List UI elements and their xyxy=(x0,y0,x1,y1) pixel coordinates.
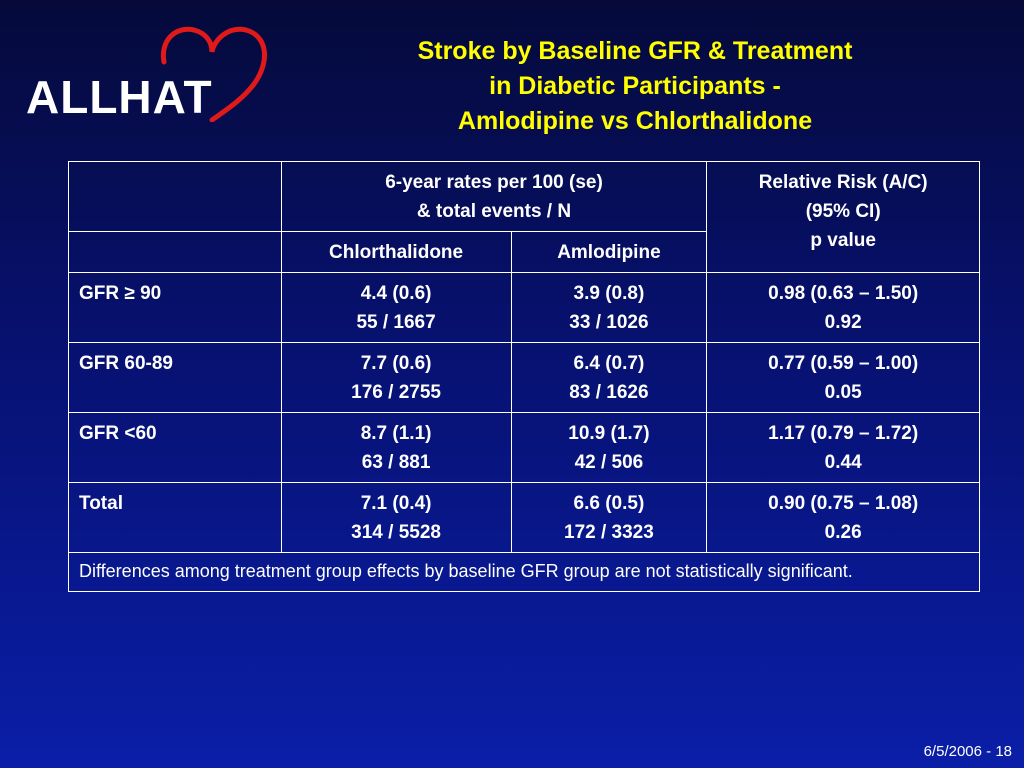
chlorthalidone-events: 55 / 1667 xyxy=(356,312,436,333)
row-label: GFR 60-89 xyxy=(69,343,282,413)
relative-risk-ci: 0.98 (0.63 – 1.50) xyxy=(768,283,919,304)
table-footnote: Differences among treatment group effects by baseline GFR group are not statistically significant. xyxy=(69,553,980,592)
p-value: 0.92 xyxy=(824,312,862,333)
amlodipine-rate: 6.6 (0.5) xyxy=(573,493,645,514)
table-row xyxy=(69,343,980,413)
chlorthalidone-events: 314 / 5528 xyxy=(351,522,441,543)
p-value: 0.26 xyxy=(824,522,862,543)
subheader-empty-cell xyxy=(69,232,282,273)
amlodipine-cell xyxy=(511,343,707,413)
chlorthalidone-cell xyxy=(281,273,511,343)
table-header-row xyxy=(69,162,980,232)
table-note-row xyxy=(69,553,980,592)
amlodipine-events: 33 / 1026 xyxy=(569,312,649,333)
amlodipine-events: 42 / 506 xyxy=(574,452,644,473)
header-rates-cell xyxy=(281,162,707,232)
p-value: 0.44 xyxy=(824,452,862,473)
amlodipine-rate: 3.9 (0.8) xyxy=(573,283,645,304)
amlodipine-events: 172 / 3323 xyxy=(564,522,654,543)
chlorthalidone-rate: 4.4 (0.6) xyxy=(360,283,432,304)
amlodipine-cell xyxy=(511,483,707,553)
relative-risk-cell xyxy=(707,413,980,483)
row-label: GFR <60 xyxy=(69,413,282,483)
relative-risk-ci: 0.77 (0.59 – 1.00) xyxy=(768,353,919,374)
amlodipine-events: 83 / 1626 xyxy=(569,382,649,403)
header-rates-line-1: 6-year rates per 100 (se) xyxy=(385,172,603,193)
chlorthalidone-cell xyxy=(281,483,511,553)
header-relative-risk-cell xyxy=(707,162,980,273)
relative-risk-ci: 0.90 (0.75 – 1.08) xyxy=(768,493,919,514)
header-empty-cell xyxy=(69,162,282,232)
stroke-results-table xyxy=(68,161,980,592)
relative-risk-cell xyxy=(707,273,980,343)
chlorthalidone-events: 176 / 2755 xyxy=(351,382,441,403)
chlorthalidone-cell xyxy=(281,413,511,483)
amlodipine-cell xyxy=(511,413,707,483)
header-rates-line-2: & total events / N xyxy=(416,201,572,222)
chlorthalidone-cell xyxy=(281,343,511,413)
slide-footer-date-page: 6/5/2006 - 18 xyxy=(923,743,1012,760)
p-value: 0.05 xyxy=(824,382,862,403)
column-header-amlodipine: Amlodipine xyxy=(511,232,707,273)
table-row xyxy=(69,413,980,483)
relative-risk-cell xyxy=(707,343,980,413)
table-row xyxy=(69,483,980,553)
chlorthalidone-rate: 7.7 (0.6) xyxy=(360,353,432,374)
title-line-2: in Diabetic Participants - xyxy=(489,72,781,100)
column-header-chlorthalidone: Chlorthalidone xyxy=(281,232,511,273)
chlorthalidone-rate: 8.7 (1.1) xyxy=(360,423,432,444)
amlodipine-rate: 10.9 (1.7) xyxy=(568,423,650,444)
relative-risk-ci: 1.17 (0.79 – 1.72) xyxy=(768,423,919,444)
chlorthalidone-events: 63 / 881 xyxy=(361,452,431,473)
slide-title xyxy=(330,34,940,139)
row-label: Total xyxy=(69,483,282,553)
logo-text: ALLHAT xyxy=(26,71,213,123)
amlodipine-cell xyxy=(511,273,707,343)
relative-risk-cell xyxy=(707,483,980,553)
row-label: GFR ≥ 90 xyxy=(69,273,282,343)
chlorthalidone-rate: 7.1 (0.4) xyxy=(360,493,432,514)
header-rr-line-1: Relative Risk (A/C) xyxy=(758,172,928,193)
title-line-1: Stroke by Baseline GFR & Treatment xyxy=(417,37,853,65)
allhat-logo xyxy=(24,22,254,122)
amlodipine-rate: 6.4 (0.7) xyxy=(573,353,645,374)
table-row xyxy=(69,273,980,343)
header-rr-line-2: (95% CI) xyxy=(805,201,881,222)
title-line-3: Amlodipine vs Chlorthalidone xyxy=(457,107,813,135)
header-rr-line-3: p value xyxy=(810,230,876,251)
